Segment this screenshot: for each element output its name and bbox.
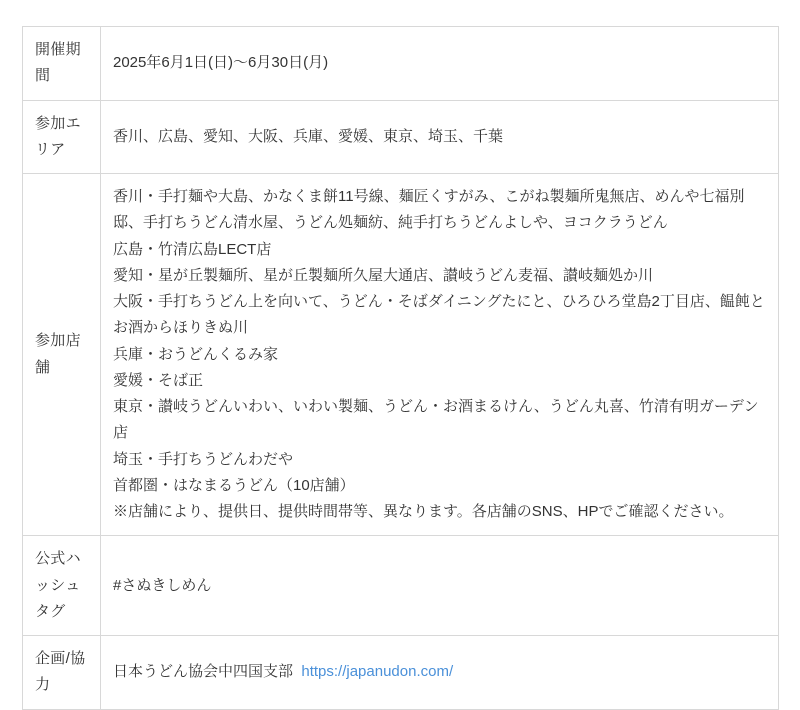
- table-row-area: [23, 100, 779, 174]
- table-row-period: [23, 27, 779, 101]
- period-text: 2025年6月1日(日)〜6月30日(月): [113, 54, 329, 72]
- store-line-ehime: 愛媛・そば正: [113, 371, 204, 389]
- store-line-hyogo: 兵庫・おうどんくるみ家: [113, 345, 279, 363]
- table-body: [23, 27, 779, 710]
- row-value-hashtag: [101, 536, 779, 636]
- row-label-hashtag: 公式ハッシュタグ: [23, 536, 101, 636]
- store-line-saitama: 埼玉・手打ちうどんわだや: [113, 450, 294, 468]
- store-line-hiroshima: 広島・竹清広島LECT店: [113, 240, 272, 258]
- store-line-aichi: 愛知・星が丘製麺所、星が丘製麺所久屋大通店、讃岐うどん麦福、讃岐麺処か川: [113, 266, 654, 284]
- store-line-kagawa: 香川・手打麺や大島、かなくま餅11号線、麺匠くすがみ、こがね製麺所鬼無店、めんや七福別邸、手打ちうどん清水屋、うどん処麺紡、純手打ちうどんよしや、ヨコクラうどん: [113, 188, 745, 232]
- organizer-text: 日本うどん協会中四国支部: [113, 663, 294, 681]
- row-value-area: [101, 100, 779, 174]
- row-label-stores: 参加店舗: [23, 174, 101, 536]
- area-text: 香川、広島、愛知、大阪、兵庫、愛媛、東京、埼玉、千葉: [113, 127, 504, 145]
- organizer-website-link[interactable]: https://japanudon.com/: [301, 663, 454, 681]
- row-label-area: 参加エリア: [23, 100, 101, 174]
- row-value-stores: [101, 174, 779, 536]
- row-label-period: 開催期間: [23, 27, 101, 101]
- table-row-hashtag: [23, 536, 779, 636]
- store-line-shutoken: 首都圏・はなまるうどん（10店舗）: [113, 476, 355, 494]
- row-label-organizer: 企画/協力: [23, 636, 101, 710]
- table-row-stores: [23, 174, 779, 536]
- store-line-tokyo: 東京・讃岐うどんいわい、いわい製麺、うどん・お酒まるけん、うどん丸喜、竹清有明ガーデン店: [113, 398, 759, 442]
- store-line-osaka: 大阪・手打ちうどん上を向いて、うどん・そばダイニングたにと、ひろひろ堂島2丁目店、饂飩とお酒からほりきぬ川: [113, 293, 765, 337]
- row-value-period: [101, 27, 779, 101]
- event-info-table: [22, 26, 779, 710]
- store-note: ※店舗により、提供日、提供時間帯等、異なります。各店舗のSNS、HPでご確認ください。: [113, 503, 734, 520]
- table-row-organizer: [23, 636, 779, 710]
- row-value-organizer: [101, 636, 779, 710]
- hashtag-text: #さぬきしめん: [113, 576, 212, 594]
